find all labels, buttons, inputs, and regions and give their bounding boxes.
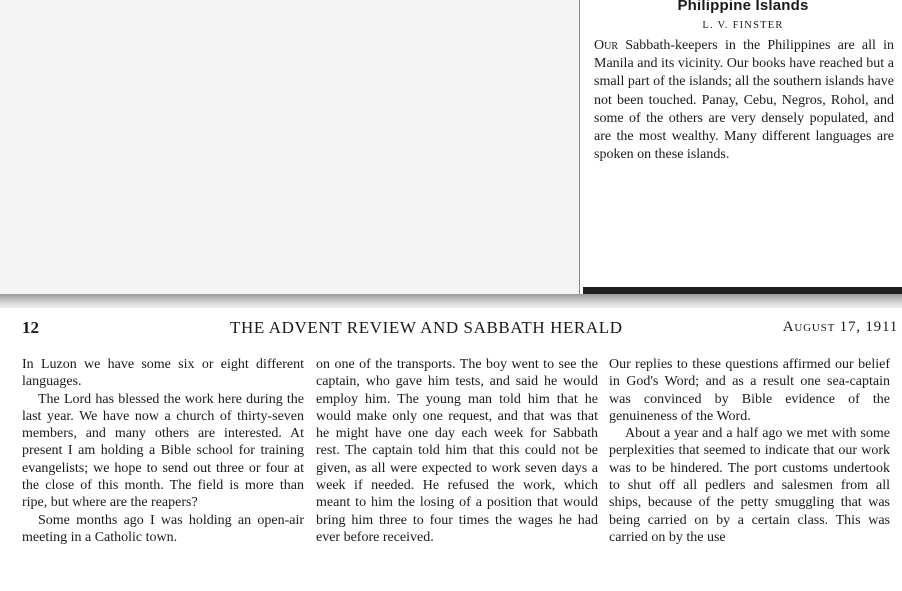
- article-body: [592, 37, 894, 164]
- column-3-paragraph: About a year and a half ago we met with some perplexities that seemed to indicate that our work was to be hindered. The port customs undertook to shut off all pedlers and salesmen from all ships, because of the petty smuggling that was being carried on by a certain class. This was carried on by the use: [609, 426, 890, 545]
- column-3: [609, 356, 890, 546]
- page-header: [22, 318, 898, 340]
- philippine-islands-article: [592, 0, 894, 164]
- column-1: [22, 356, 304, 546]
- column-1-paragraph: The Lord has blessed the work here during the last year. We have now a church of thirty-seven members, and many others are interested. At present I am holding a Bible school for training evangelists; we hope to send out three or four at the close of this month. The field is more than ripe, but where are the reapers?: [22, 391, 304, 511]
- periodical-title: THE ADVENT REVIEW AND SABBATH HERALD: [230, 318, 623, 337]
- page-number: 12: [22, 318, 39, 337]
- article-title: Philippine Islands: [677, 0, 809, 14]
- article-body-text: Sabbath-keepers in the Philippines are all in Manila and its vicinity. Our books have reached but a small part of the islands; all the southern islands have not been touched. Panay, Cebu, Negros, Rohol, and some of the others are very densely populated, and are the most wealthy. Many different languages are spoken on these islands.: [594, 38, 894, 163]
- page-fold-shadow: [0, 294, 902, 308]
- article-lead-word: Our: [594, 38, 619, 53]
- left-blank-area: [0, 0, 580, 300]
- column-2-paragraph: on one of the transports. The boy went to see the captain, who gave him tests, and said he would employ him. The young man told him that he would make only one request, and that was that he might have one day each week for Sabbath rest. The captain told him that this could not be given, as all were expected to work seven days a week if needed. He refused the work, which meant to him the losing of a position that would bring him three to four times the wages he had ever before received.: [316, 357, 598, 545]
- issue-date: August 17, 1911: [782, 319, 898, 335]
- column-1-paragraph: Some months ago I was holding an open-air meeting in a Catholic town.: [22, 512, 304, 545]
- column-1-paragraph: In Luzon we have some six or eight different languages.: [22, 357, 304, 390]
- column-2: [316, 356, 598, 546]
- column-3-paragraph: Our replies to these questions affirmed our belief in God's Word; and as a result one sea-captain was convinced by Bible evidence of the genuineness of the Word.: [609, 357, 890, 424]
- page-edge-dark-band: [583, 287, 902, 294]
- article-author: L. V. FINSTER: [702, 20, 784, 31]
